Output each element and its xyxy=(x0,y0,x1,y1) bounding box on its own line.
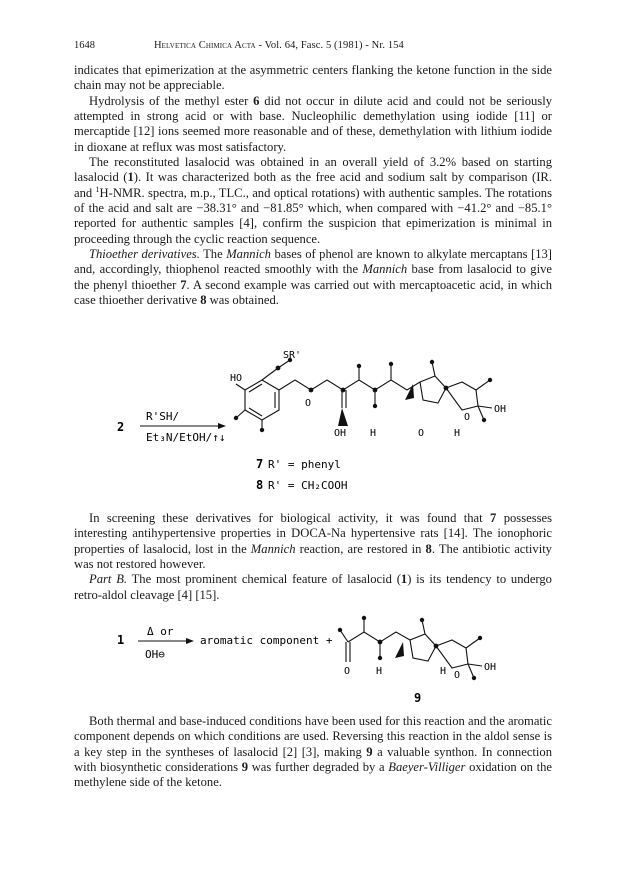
text-run: oxidation on the methylene side of the ketone. xyxy=(74,760,552,790)
name-mannich: Mannich xyxy=(362,262,408,277)
arrow-head xyxy=(186,638,194,644)
name-mannich: Mannich xyxy=(226,247,271,262)
section-heading-part-b: Part B. xyxy=(89,572,128,587)
reagent-base: Et₃N/EtOH/↑↓ xyxy=(146,431,226,444)
molecule-thioether xyxy=(236,360,492,430)
label-h-1: H xyxy=(376,666,383,677)
text-run: ). It was characterized both as the free acid and sodium salt by comparison (IR. and xyxy=(74,170,552,200)
label-ketone-o: O xyxy=(305,398,312,409)
compound-ref-1: 1 xyxy=(127,170,134,185)
arrow-head xyxy=(218,423,226,429)
paragraph-part-b xyxy=(74,572,552,603)
text-run: reaction, are restored in xyxy=(295,541,426,556)
compound-ref-6: 6 xyxy=(253,93,260,108)
journal-citation xyxy=(154,40,404,51)
text-run: H-NMR. spectra, m.p., TLC., and optical rotations) with authentic samples. The rotations of the acid and salt are −38.31° and −81.85° which, when compared with −41.2° and −85.1° reported for authentic samples [4], confirm the suspicion that epimerization is minimal in proceeding through the cyclic reaction sequence. xyxy=(74,185,552,246)
label-h-2: H xyxy=(440,666,447,677)
text-run: a valuable synthon. In connection with biosynthetic considerations xyxy=(74,744,552,775)
text-run: base from lasalocid to give the phenyl thioether xyxy=(74,262,552,292)
compound-ref-9: 9 xyxy=(241,760,249,775)
stereo-centers xyxy=(338,616,482,680)
text-run: The reconstituted lasalocid was obtained in an overall yield of 3.2% based on starting lasalocid ( xyxy=(74,155,552,185)
text-run: possesses interesting antihypertensive properties in DOCA-Na hypertensive rats [14]. The ionophoric properties of lasalocid, lost in the xyxy=(74,511,552,556)
label-sr: SR' xyxy=(283,350,302,361)
reagent-rsh: R'SH/ xyxy=(146,410,180,423)
paragraph-conditions xyxy=(74,714,552,791)
label-h-2: H xyxy=(454,428,461,439)
volume-issue: - Vol. 64, Fasc. 5 (1981) - Nr. 154 xyxy=(255,40,404,51)
label-ring-o-1: O xyxy=(418,428,425,439)
text-run: The xyxy=(199,247,227,262)
paragraph-epimerization: indicates that epimerization at the asymmetric centers flanking the ketone function in the side chain may not be appreciable. xyxy=(74,63,552,93)
scheme-start-1: 1 xyxy=(117,633,125,647)
text-block-middle xyxy=(74,511,552,603)
scheme-retro-aldol xyxy=(0,612,624,712)
text-run: did not occur in dilute acid and could not be seriously attempted in strong acid or with base. Nucleophilic demethylation using iodide [11] or mercaptide [12] ions seemed more reasonable and of these, demethylation with lithium iodide in dioxane at reflux was most satisfactory. xyxy=(74,93,552,154)
journal-name: Helvetica Chimica Acta xyxy=(154,40,256,51)
scheme-thioether xyxy=(0,348,624,506)
text-run: In screening these derivatives for biological activity, it was found that xyxy=(89,511,491,525)
label-oh-1: OH xyxy=(334,428,347,439)
paragraph-hydrolysis xyxy=(74,94,552,155)
compound-ref-9: 9 xyxy=(366,744,373,759)
section-heading-thioether: Thioether derivatives. xyxy=(89,247,200,262)
compound-ref-7: 7 xyxy=(490,511,497,525)
label-ring-o-2: O xyxy=(464,412,471,423)
benzene-ring xyxy=(245,380,279,420)
text-run: ) is its tendency to undergo retro-aldol cleavage [4] [15]. xyxy=(74,572,552,602)
text-run: Hydrolysis of the methyl ester xyxy=(89,93,254,108)
text-run: was obtained. xyxy=(206,293,279,308)
scheme-start-2: 2 xyxy=(117,420,125,434)
text-run: was further degraded by a xyxy=(248,760,389,775)
label-ho: HO xyxy=(230,373,243,384)
page-number: 1648 xyxy=(74,40,95,51)
compound-number-9: 9 xyxy=(414,691,422,705)
text-run: The most prominent chemical feature of lasalocid ( xyxy=(127,572,401,587)
paragraph-thioether xyxy=(74,247,552,308)
text-run: . A second example was carried out with mercaptoacetic acid, in which case thioether derivative xyxy=(74,277,552,308)
text-run: Both thermal and base-induced conditions have been used for this reaction and the aromatic component depends on which conditions are used. Reversing this reaction in the aldol sense is a key step in the syntheses of lasalocid [2] [3], making xyxy=(74,714,552,759)
label-oh-2: OH xyxy=(494,404,507,415)
text-block-bottom xyxy=(74,714,552,791)
paragraph-reconstituted xyxy=(74,155,552,247)
text-run: bases of phenol are known to alkylate mercaptans [13] and, accordingly, thiophenol reacted smoothly with the xyxy=(74,247,552,277)
compound-7-substituent: R' = phenyl xyxy=(268,458,341,471)
product-aromatic-component: aromatic component + xyxy=(200,634,333,647)
compound-number-7: 7 xyxy=(256,457,264,471)
compound-ref-8: 8 xyxy=(200,293,207,308)
compound-ref-1: 1 xyxy=(400,572,408,587)
reagent-heat: Δ or xyxy=(147,625,174,638)
paragraph-screening xyxy=(74,511,552,572)
label-h-1: H xyxy=(370,428,377,439)
name-mannich: Mannich xyxy=(250,541,296,556)
label-ring-o: O xyxy=(454,670,461,681)
compound-number-8: 8 xyxy=(256,478,264,492)
text-block-top xyxy=(74,63,552,309)
stereo-centers xyxy=(234,358,492,432)
label-ketone-o: O xyxy=(344,666,351,677)
compound-ref-8: 8 xyxy=(425,541,432,556)
running-header xyxy=(74,40,552,54)
compound-ref-7: 7 xyxy=(180,277,187,292)
superscript-1: 1 xyxy=(95,184,100,194)
molecule-9 xyxy=(340,618,482,678)
text-run: . The antibiotic activity was not restored however. xyxy=(74,541,552,572)
name-baeyer-villiger: Baeyer-Villiger xyxy=(388,760,466,775)
label-oh: OH xyxy=(484,662,497,673)
reagent-hydroxide: OH⊖ xyxy=(145,648,165,661)
compound-8-substituent: R' = CH₂COOH xyxy=(268,479,348,492)
